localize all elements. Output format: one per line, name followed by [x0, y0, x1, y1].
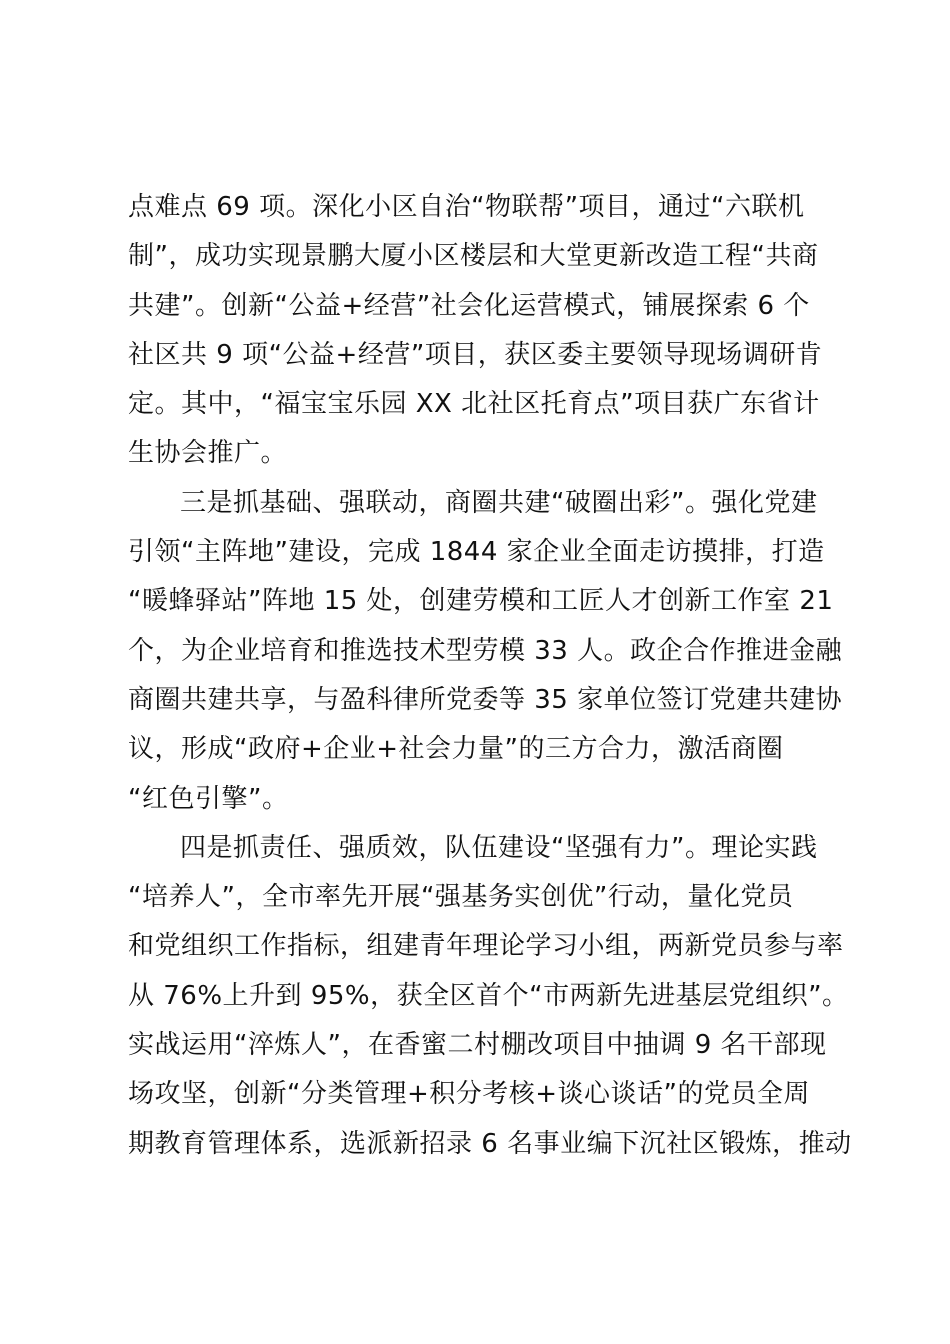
text-line: 议，形成“政府+企业+社会力量”的三方合力，激活商圈: [128, 734, 784, 765]
text-line: 个，为企业培育和推选技术型劳模 33 人。政企合作推进金融: [128, 635, 843, 666]
text-line: 生协会推广。: [128, 438, 288, 469]
text-line: 期教育管理体系，选派新招录 6 名事业编下沉社区锻炼，推动: [128, 1128, 852, 1159]
text-line: 点难点 69 项。深化小区自治“物联帮”项目，通过“六联机: [128, 192, 805, 222]
text-line: “红色引擎”。: [128, 783, 289, 814]
text-line: 从 76%上升到 95%，获全区首个“市两新先进基层党组织”。: [128, 980, 849, 1011]
text-line: 场攻坚，创新“分类管理+积分考核+谈心谈话”的党员全周: [128, 1079, 811, 1110]
text-line: 和党组织工作指标，组建青年理论学习小组，两新党员参与率: [128, 931, 844, 962]
text-line: 实战运用“淬炼人”，在香蜜二村棚改项目中抽调 9 名干部现: [128, 1030, 827, 1061]
paragraph-start-line: 三是抓基础、强联动，商圈共建“破圈出彩”。强化党建: [180, 487, 818, 518]
text-line: 引领“主阵地”建设，完成 1844 家企业全面走访摸排，打造: [128, 537, 825, 568]
text-line: 商圈共建共享，与盈科律所党委等 35 家单位签订党建共建协: [128, 684, 843, 715]
document-body: [128, 183, 852, 1169]
text-line: 共建”。创新“公益+经营”社会化运营模式，铺展探索 6 个: [128, 290, 810, 321]
text-line: 社区共 9 项“公益+经营”项目，获区委主要领导现场调研肯: [128, 339, 823, 370]
paragraph-start-line: 四是抓责任、强质效，队伍建设“坚强有力”。理论实践: [180, 832, 818, 863]
text-line: 定。其中，“福宝宝乐园 XX 北社区托育点”项目获广东省计: [128, 389, 820, 420]
text-line: 制”，成功实现景鹏大厦小区楼层和大堂更新改造工程“共商: [128, 241, 819, 272]
text-line: “暖蜂驿站”阵地 15 处，创建劳模和工匠人才创新工作室 21: [128, 586, 834, 617]
text-line: “培养人”，全市率先开展“强基务实创优”行动，量化党员: [128, 882, 794, 913]
